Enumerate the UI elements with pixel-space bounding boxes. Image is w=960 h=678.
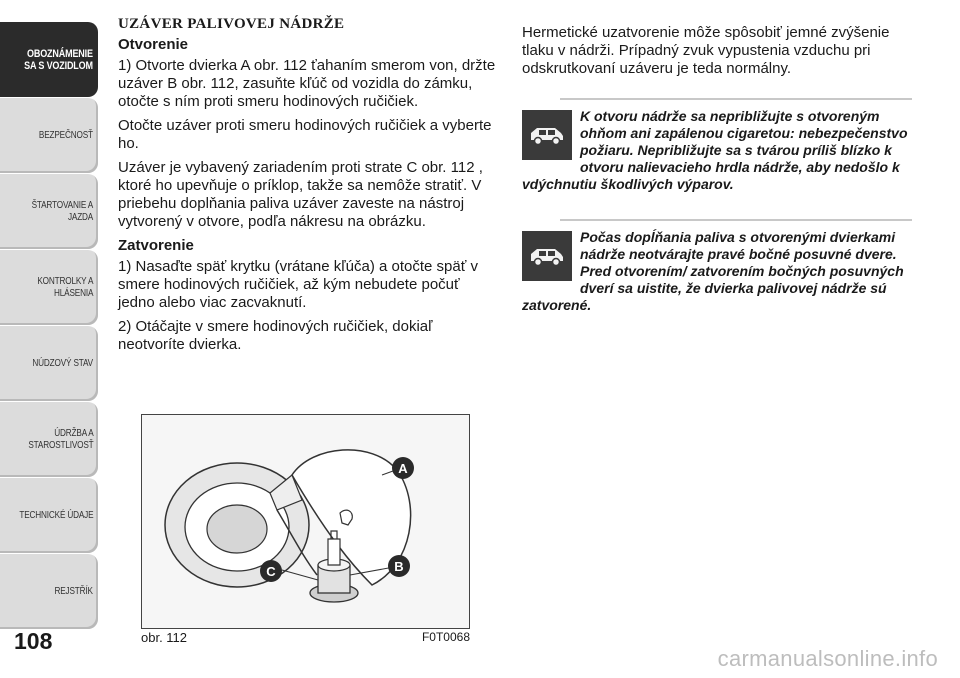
chapter-sidebar xyxy=(0,22,100,612)
figure-fuel-cap xyxy=(141,414,470,629)
warning-text: Počas dopĺňania paliva s otvorenými dvierkami nádrže neotvárajte pravé bočné posuvné dvere. Pred otvorením/ zatvorením bočných posuvných dverí sa uistite, že dvierka palivovej nádrže sú zatvorené. xyxy=(522,229,904,313)
tab-label: KONTROLKY A HLÁSENIA xyxy=(37,275,94,299)
figure-caption: obr. 112 xyxy=(141,630,188,645)
figure-code: F0T0068 xyxy=(421,630,470,644)
tab-startovanie[interactable] xyxy=(0,174,98,249)
tab-technicke-udaje[interactable] xyxy=(0,478,98,553)
subheading-open: Otvorenie xyxy=(118,36,189,53)
fuel-cap-illustration xyxy=(142,415,469,628)
tab-oboznamenie[interactable] xyxy=(0,22,98,97)
paragraph: Otočte uzáver proti smeru hodinových ručičiek a vyberte ho. xyxy=(118,117,492,152)
warning-divider xyxy=(560,219,912,221)
tab-rejstrik[interactable] xyxy=(0,554,98,629)
warning-divider xyxy=(560,98,912,100)
callout-label-a: A xyxy=(392,457,414,479)
tab-label: ÚDRŽBA A STAROSTLIVOSŤ xyxy=(27,427,94,451)
tab-udrzba[interactable] xyxy=(0,402,98,477)
paragraph: Uzáver je vybavený zariadením proti strate C obr. 112 , ktoré ho upevňuje o príklop, takže sa nemôže stratiť. V priebehu doplňania paliva uzáver zaveste na nástroj vytvorený v otvore, podľa nákresu na obrázku. xyxy=(118,159,483,230)
tab-label: BEZPEČNOSŤ xyxy=(39,129,94,141)
figure-caption-row xyxy=(141,630,470,645)
section-heading: UZÁVER PALIVOVEJ NÁDRŽE xyxy=(118,16,345,32)
tab-bezpecnost[interactable] xyxy=(0,98,98,173)
tab-nudzovy-stav[interactable] xyxy=(0,326,98,401)
subheading-close: Zatvorenie xyxy=(118,237,194,254)
tab-kontrolky[interactable] xyxy=(0,250,98,325)
warning-vehicle-icon xyxy=(522,110,572,160)
tab-label: TECHNICKÉ ÚDAJE xyxy=(18,509,94,521)
left-column xyxy=(118,16,496,360)
paragraph: 1) Nasaďte späť krytku (vrátane kľúča) a otočte späť v smere hodinových ručičiek, až kým nebudete počuť jedno alebo viac zacvaknutí. xyxy=(118,258,478,311)
paragraph: Hermetické uzatvorenie môže spôsobiť jemné zvýšenie tlaku v nádrži. Prípadný zvuk vypustenia vzduchu pri odskrutkovaní uzáveru je teda normálny. xyxy=(522,24,890,77)
page-number: 108 xyxy=(14,628,53,654)
paragraph: 1) Otvorte dvierka A obr. 112 ťahaním smerom von, držte uzáver B obr. 112, zasuňte kľúč od vozidla do zámku, otočte s ním proti smeru hodinových ručičiek. xyxy=(118,57,496,110)
right-column xyxy=(522,24,912,332)
warning-vehicle-icon xyxy=(522,231,572,281)
callout-label-c: C xyxy=(260,560,282,582)
warning-text: K otvoru nádrže sa nepribližujte s otvoreným ohňom ani zapálenou cigaretou: nebezpečenstvo požiaru. Nepribližujte sa s tvárou príliš blízko k otvoru nalievacieho hrdla nádrže, aby nedošlo k vdýchnutiu škodlivých výparov. xyxy=(522,108,908,192)
callout-label-b: B xyxy=(388,555,410,577)
paragraph: 2) Otáčajte v smere hodinových ručičiek, dokiaľ neotvoríte dvierka. xyxy=(118,318,433,353)
warning-sliding-door xyxy=(522,219,912,314)
tab-label: ŠTARTOVANIE A JAZDA xyxy=(31,199,94,223)
watermark: carmanualsonline.info xyxy=(717,646,938,671)
tab-label: NÚDZOVÝ STAV xyxy=(32,357,94,369)
tab-label: OBOZNÁMENIE SA S VOZIDLOM xyxy=(24,47,94,72)
tab-label: REJSTŘÍK xyxy=(54,585,94,597)
warning-fire xyxy=(522,98,912,193)
